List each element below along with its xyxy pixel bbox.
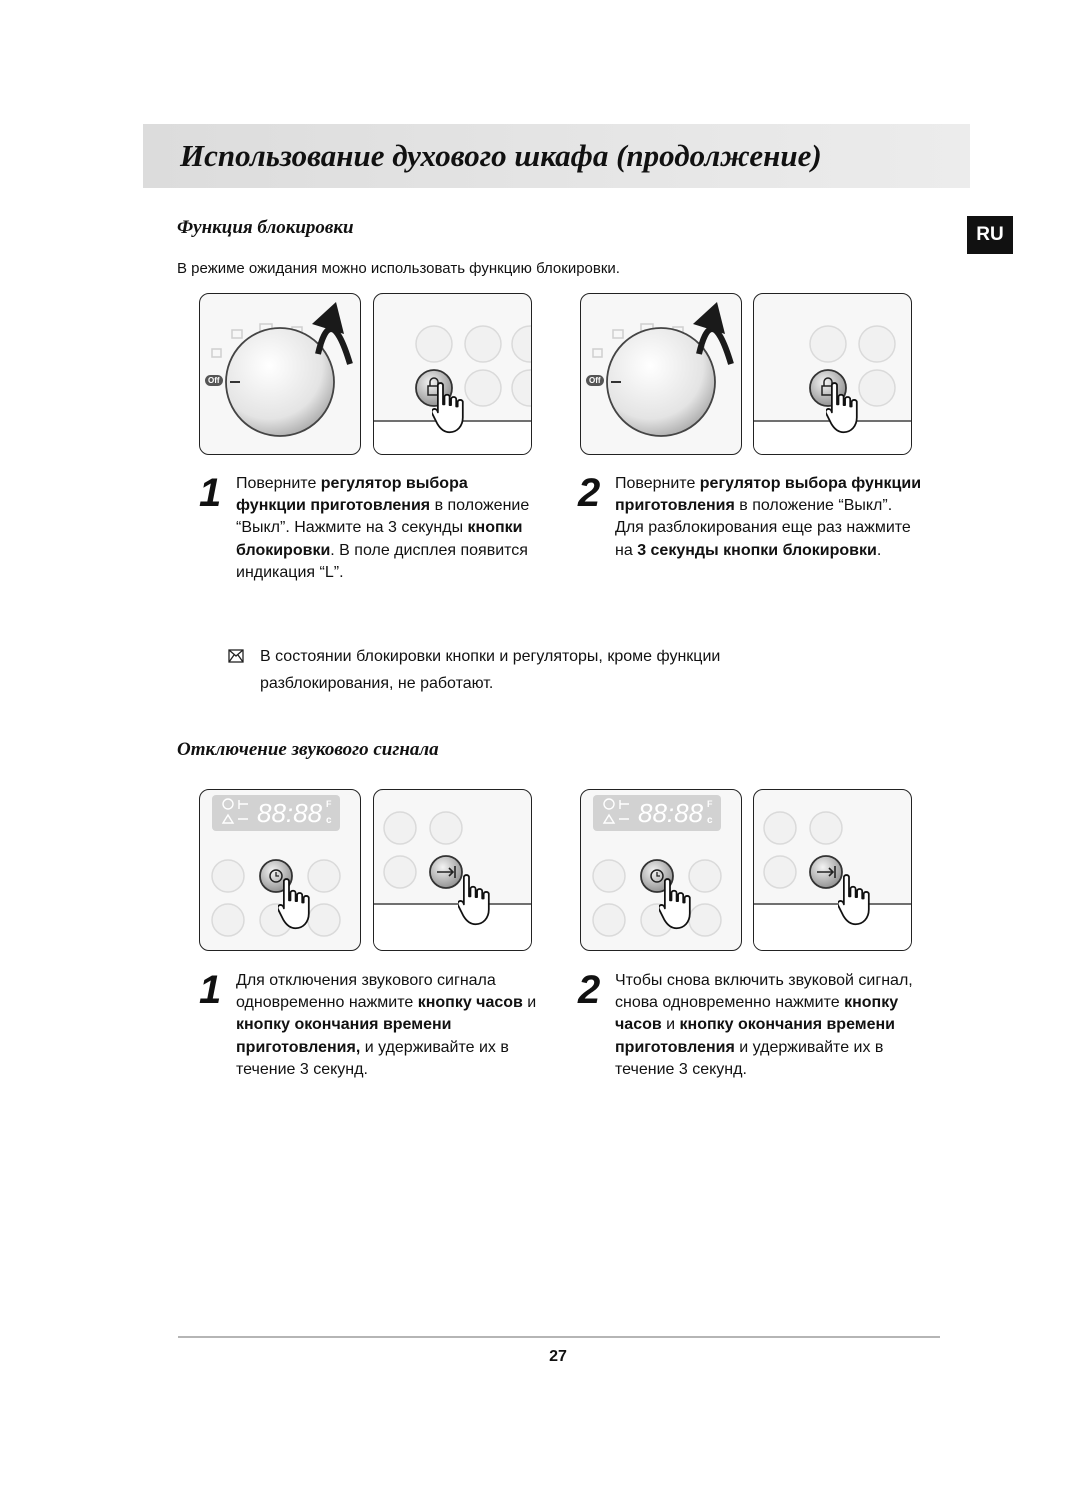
lock-note: В состоянии блокировки кнопки и регуляторы, кроме функции разблокирования, не работают.: [260, 648, 721, 692]
lock-step-1-text: Поверните регулятор выбора функции приготовления в положение “Выкл”. Нажмите на 3 секунды кнопки блокировки. В поле дисплея появится индикация “L”.: [236, 475, 530, 581]
display-digits: 88:88: [638, 798, 704, 828]
display-unit-c: c: [326, 815, 332, 826]
dial-panel-1: [199, 293, 361, 455]
dial-panel-2: [580, 293, 742, 455]
display-panel-2: [580, 789, 742, 951]
sound-step-2-number: 2: [578, 968, 601, 1012]
display-unit-c: c: [707, 815, 713, 826]
page-number: 27: [549, 1348, 567, 1365]
display-panel-1: [199, 789, 361, 951]
end-button-panel-2: [753, 789, 912, 951]
lock-step-1-number: 1: [199, 471, 222, 515]
button-illustration-2: [754, 294, 911, 454]
sound-step-2-text: Чтобы снова включить звуковой сигнал, снова одновременно нажмите кнопку часов и кнопку окончания времени приготовления и удерживайте их в течение 3 секунд.: [615, 972, 913, 1078]
sound-step-1-text: Для отключения звукового сигнала одновременно нажмите кнопку часов и кнопку окончания времени приготовления, и удерживайте их в течение 3 секунд.: [236, 972, 537, 1078]
dial-illustration-2: [581, 294, 741, 454]
display-illustration-1: [200, 790, 360, 950]
lock-step-2-text: Поверните регулятор выбора функции приготовления в положение “Выкл”. Для разблокирования еще раз нажмите на 3 секунды кнопки блокировки.: [615, 475, 922, 559]
display-unit-f: F: [707, 799, 713, 809]
end-button-panel-1: [373, 789, 532, 951]
sound-section-title: Отключение звукового сигнала: [177, 739, 439, 760]
lock-section-title: Функция блокировки: [177, 217, 354, 238]
display-digits: 88:88: [257, 798, 323, 828]
page-title: Использование духового шкафа (продолжение): [180, 138, 822, 173]
lock-intro: В режиме ожидания можно использовать функцию блокировки.: [177, 260, 620, 277]
end-button-illustration-1: [374, 790, 531, 950]
end-button-illustration-2: [754, 790, 911, 950]
dial-off-label: Off: [205, 375, 223, 386]
dial-off-label: Off: [586, 375, 604, 386]
button-panel-1: [373, 293, 532, 455]
dial-illustration-1: [200, 294, 360, 454]
button-panel-2: [753, 293, 912, 455]
language-badge: RU: [967, 216, 1013, 254]
sound-step-1-number: 1: [199, 968, 222, 1012]
footer-divider: [178, 1336, 940, 1338]
button-illustration-1: [374, 294, 531, 454]
display-unit-f: F: [326, 799, 332, 809]
display-illustration-2: [581, 790, 741, 950]
note-icon: [228, 649, 244, 663]
lock-step-2-number: 2: [578, 471, 601, 515]
